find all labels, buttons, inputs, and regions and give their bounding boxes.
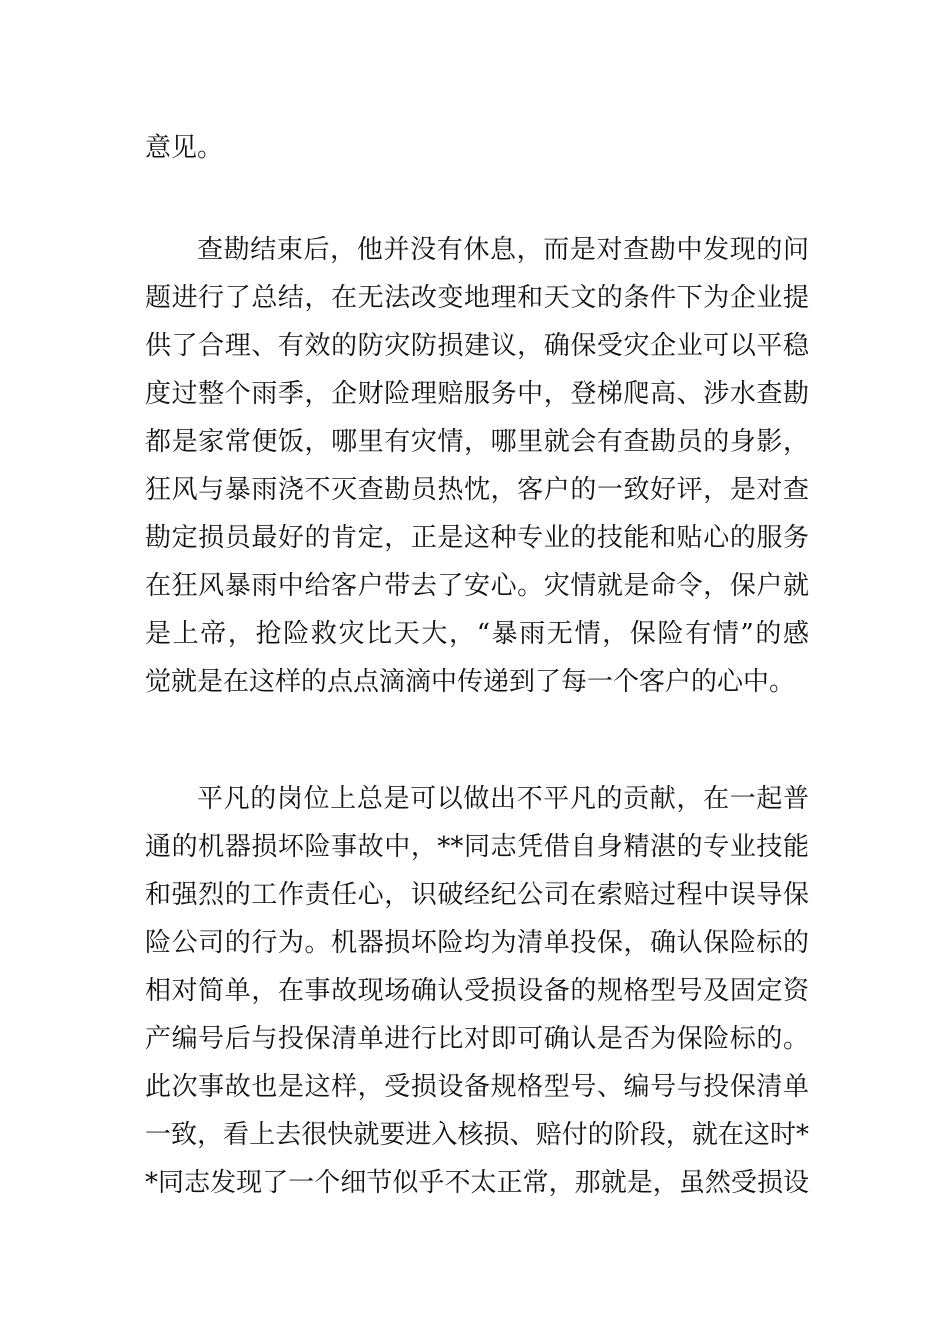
text-line: 狂风与暴雨浇不灭查勘员热忱，客户的一致好评，是对查 (145, 475, 809, 505)
text-line: 度过整个雨季，企财险理赔服务中，登梯爬高、涉水查勘 (145, 379, 809, 409)
text-line: 产编号后与投保清单进行比对即可确认是否为保险标的。 (145, 1024, 809, 1054)
text-line: 是上帝，抢险救灾比天大，“暴雨无情，保险有情”的感 (145, 619, 809, 649)
text-line: 通的机器损坏险事故中，**同志凭借自身精湛的专业技能 (145, 832, 809, 862)
text-line: 相对简单，在事故现场确认受损设备的规格型号及固定资 (145, 976, 809, 1006)
text-line: 勘定损员最好的肯定，正是这种专业的技能和贴心的服务 (145, 523, 809, 553)
text-line: 查勘结束后，他并没有休息，而是对查勘中发现的问 (197, 235, 809, 265)
text-line: 题进行了总结，在无法改变地理和天文的条件下为企业提 (145, 283, 809, 313)
text-line: 和强烈的工作责任心，识破经纪公司在索赔过程中误导保 (145, 880, 809, 910)
text-line: 都是家常便饭，哪里有灾情，哪里就会有查勘员的身影， (145, 427, 809, 457)
text-line: 险公司的行为。机器损坏险均为清单投保，确认保险标的 (145, 928, 809, 958)
text-line: 平凡的岗位上总是可以做出不平凡的贡献，在一起普 (197, 784, 809, 814)
text-line: 在狂风暴雨中给客户带去了安心。灾情就是命令，保户就 (145, 571, 809, 601)
text-line: 觉就是在这样的点点滴滴中传递到了每一个客户的心中。 (145, 667, 796, 697)
text-line: 供了合理、有效的防灾防损建议，确保受灾企业可以平稳 (145, 331, 809, 361)
text-line: 此次事故也是这样，受损设备规格型号、编号与投保清单 (145, 1072, 809, 1102)
text-line: *同志发现了一个细节似乎不太正常，那就是，虽然受损设 (145, 1168, 809, 1198)
text-line: 意见。 (145, 133, 224, 163)
text-line: 一致，看上去很快就要进入核损、赔付的阶段，就在这时* (145, 1120, 809, 1150)
